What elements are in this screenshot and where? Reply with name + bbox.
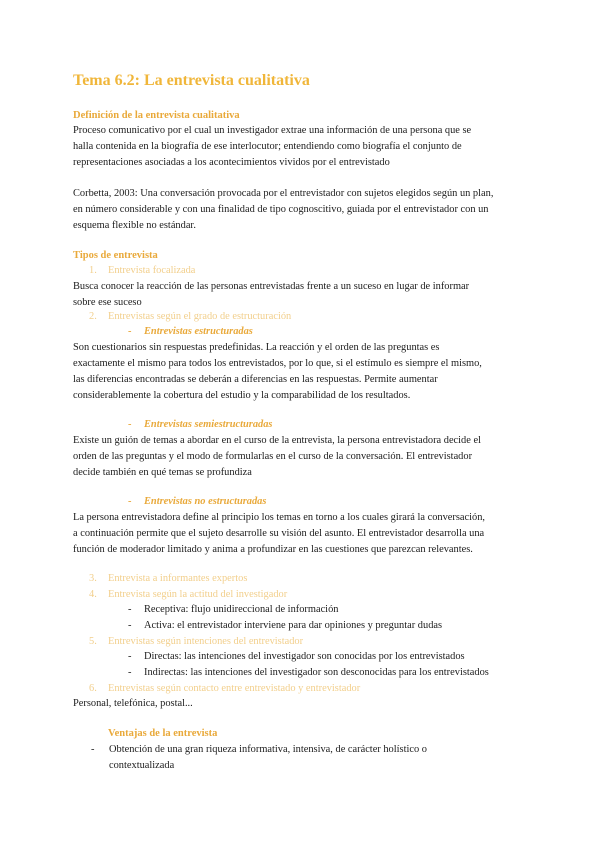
dash-bullet: - [128, 651, 132, 662]
list-item-estructuracion [89, 311, 291, 322]
dash-bullet: - [128, 496, 132, 507]
text-line: Son cuestionarios sin respuestas predefinidas. La reacción y el orden de las preguntas es [73, 342, 440, 353]
dash-bullet: - [128, 604, 132, 615]
intenciones-indirectas [128, 667, 489, 678]
subtype-label: Entrevistas no estructuradas [144, 496, 267, 507]
list-item-contacto [89, 683, 360, 694]
sub-item-text: Activa: el entrevistador interviene para dar opiniones y preguntar dudas [144, 620, 443, 631]
intenciones-directas [128, 651, 465, 662]
sub-item-text: Indirectas: las intenciones del investigador son desconocidas para los entrevistados [144, 667, 489, 678]
subtype-label: Entrevistas semiestructuradas [144, 419, 273, 430]
semiestructuradas-paragraph [73, 433, 533, 481]
dash-bullet: - [128, 620, 132, 631]
dash-bullet: - [128, 419, 132, 430]
list-number: 1. [89, 265, 97, 276]
list-label: Entrevista a informantes expertos [108, 573, 248, 584]
dash-bullet: - [91, 744, 95, 755]
focalizada-description [73, 279, 533, 311]
page-title: Tema 6.2: La entrevista cualitativa [73, 72, 310, 89]
text-line: Busca conocer la reacción de las personas entrevistadas frente a un suceso en lugar de informar [73, 281, 470, 292]
dash-bullet: - [128, 326, 132, 337]
list-label: Entrevista focalizada [108, 265, 196, 276]
actitud-receptiva [128, 604, 338, 615]
sub-item-text: Directas: las intenciones del investigador son conocidas por los entrevistados [144, 651, 465, 662]
ventajas-bullet [91, 742, 511, 774]
list-label: Entrevistas según contacto entre entrevistado y entrevistador [108, 683, 361, 694]
list-item-actitud [89, 589, 287, 600]
actitud-activa [128, 620, 442, 631]
definicion-paragraph [73, 123, 533, 171]
definicion-heading: Definición de la entrevista cualitativa [73, 110, 240, 121]
corbetta-paragraph [73, 186, 533, 234]
text-line: Corbetta, 2003: Una conversación provocada por el entrevistador con sujetos elegidos según un plan, [73, 188, 494, 199]
dash-bullet: - [128, 667, 132, 678]
tipos-heading: Tipos de entrevista [73, 250, 158, 261]
estructuradas-heading [128, 326, 253, 337]
list-number: 2. [89, 311, 97, 322]
list-label: Entrevista según la actitud del investigador [108, 589, 288, 600]
sub-item-text: Receptiva: flujo unidireccional de información [144, 604, 339, 615]
text-line: considerablemente la cobertura del estudio y la comparabilidad de los resultados. [73, 390, 411, 401]
text-line: exactamente el mismo para todos los entrevistados, por lo que, si el estímulo es siempre el mismo, [73, 358, 482, 369]
list-label: Entrevistas según intenciones del entrevistador [108, 636, 304, 647]
list-item-informantes [89, 573, 247, 584]
text-line: halla contenida en la biografía de ese interlocutor; entendiendo como biografía el conjunto de [73, 141, 462, 152]
list-number: 5. [89, 636, 97, 647]
list-item-focalizada [89, 265, 195, 276]
subtype-label: Entrevistas estructuradas [144, 326, 253, 337]
text-line: Existe un guión de temas a abordar en el curso de la entrevista, la persona entrevistadora decide el [73, 435, 481, 446]
text-line: sobre ese suceso [73, 297, 142, 308]
list-item-intenciones [89, 636, 303, 647]
text-line: las diferencias encontradas se deberán a diferencias en las respuestas. Permite aumentar [73, 374, 438, 385]
text-line: Proceso comunicativo por el cual un investigador extrae una información de una persona que se [73, 125, 472, 136]
text-line: Obtención de una gran riqueza informativa, intensiva, de carácter holístico o [109, 744, 427, 755]
text-line: esquema flexible no estándar. [73, 220, 196, 231]
list-number: 4. [89, 589, 97, 600]
list-number: 3. [89, 573, 97, 584]
text-line: función de moderador limitado y anima a profundizar en las cuestiones que parezcan relevantes. [73, 544, 473, 555]
list-number: 6. [89, 683, 97, 694]
estructuradas-paragraph [73, 340, 533, 404]
ventajas-heading: Ventajas de la entrevista [108, 728, 218, 739]
text-line: Personal, telefónica, postal... [73, 698, 193, 709]
text-line: representaciones asociadas a los acontecimientos vividos por el entrevistado [73, 157, 390, 168]
list-label: Entrevistas según el grado de estructuración [108, 311, 292, 322]
text-line: en número considerable y con una finalidad de tipo cognoscitivo, guiada por el entrevistador con un [73, 204, 489, 215]
text-line: a continuación permite que el sujeto desarrolle su visión del asunto. El entrevistador desarrolla una [73, 528, 485, 539]
text-line: contextualizada [109, 760, 175, 771]
text-line: orden de las preguntas y el modo de formularlas en el curso de la conversación. El entrevistador [73, 451, 473, 462]
no-estructuradas-paragraph [73, 510, 533, 558]
text-line: La persona entrevistadora define al principio los temas en torno a los cuales girará la conversación, [73, 512, 486, 523]
no-estructuradas-heading [128, 496, 266, 507]
contacto-description [73, 696, 533, 712]
semiestructuradas-heading [128, 419, 272, 430]
text-line: decide también en qué temas se profundiza [73, 467, 252, 478]
